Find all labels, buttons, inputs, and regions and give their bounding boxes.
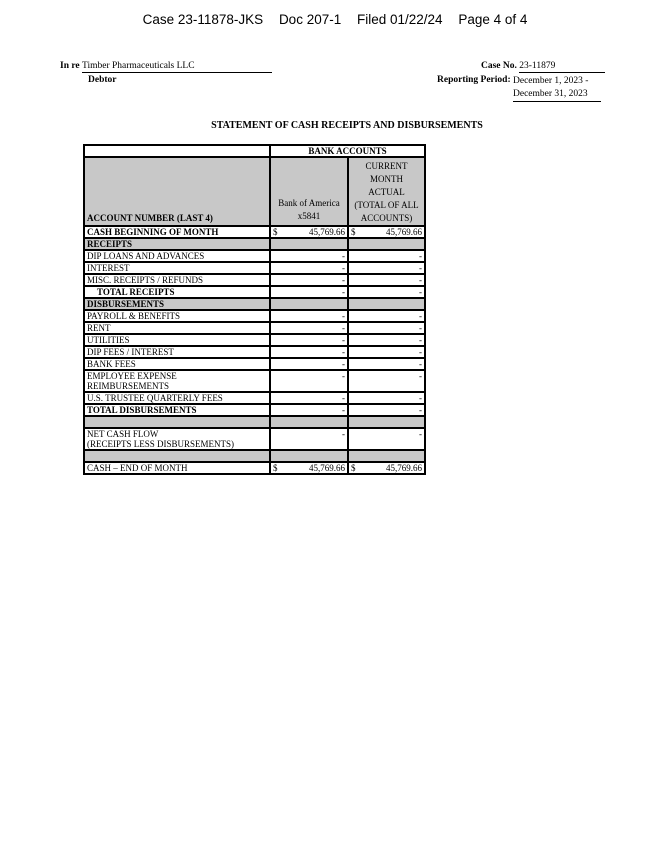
table-row: [84, 334, 425, 346]
table-row: [84, 428, 425, 450]
table-row: [84, 416, 425, 428]
current-month-header: [348, 157, 425, 226]
banner-page: Page 4 of 4: [458, 12, 528, 27]
table-row: [84, 310, 425, 322]
amount: -: [348, 404, 425, 416]
amount: -: [348, 262, 425, 274]
currency-symbol: $: [351, 463, 356, 473]
amount: -: [348, 358, 425, 370]
employee-expense-label: [84, 370, 270, 392]
table-row: [84, 145, 425, 157]
cur-hdr-line: ACCOUNTS): [360, 213, 413, 223]
cash-beginning-total: [348, 226, 425, 238]
reporting-period: [437, 75, 601, 102]
label-line: EMPLOYEE EXPENSE: [87, 371, 177, 381]
bank-accounts-header: BANK ACCOUNTS: [270, 145, 425, 157]
amount: -: [270, 286, 348, 298]
row-label: DIP FEES / INTEREST: [84, 346, 270, 358]
amount: -: [270, 370, 348, 392]
table-row: [84, 370, 425, 392]
cash-end-bank: [270, 462, 348, 474]
row-label: INTEREST: [84, 262, 270, 274]
bank-account: x5841: [297, 211, 321, 221]
amount: -: [348, 392, 425, 404]
period-line1: December 1, 2023 -: [513, 76, 589, 86]
cash-beginning-label: CASH BEGINNING OF MONTH: [84, 226, 270, 238]
label-line: REIMBURSEMENTS: [87, 381, 170, 391]
account-number-header: ACCOUNT NUMBER (LAST 4): [84, 157, 270, 226]
amount: -: [348, 322, 425, 334]
amount: -: [270, 428, 348, 450]
label-line: NET CASH FLOW: [87, 429, 159, 439]
table-row: [84, 450, 425, 462]
table-row: [84, 346, 425, 358]
row-label: MISC. RECEIPTS / REFUNDS: [84, 274, 270, 286]
cur-hdr-line: CURRENT: [365, 161, 408, 171]
table-row: [84, 286, 425, 298]
row-label: RENT: [84, 322, 270, 334]
disbursements-header: DISBURSEMENTS: [84, 298, 270, 310]
amount: 45,769.66: [386, 463, 422, 473]
total-receipts-label: TOTAL RECEIPTS: [84, 286, 270, 298]
table-row: [84, 250, 425, 262]
banner-doc: Doc 207-1: [278, 12, 342, 27]
banner-case: Case 23-11878-JKS: [142, 12, 264, 27]
amount: -: [348, 346, 425, 358]
in-re-label: In re: [60, 61, 80, 71]
case-banner: [0, 12, 670, 27]
debtor-name: Timber Pharmaceuticals LLC: [82, 61, 272, 73]
row-label: UTILITIES: [84, 334, 270, 346]
us-trustee-label: U.S. TRUSTEE QUARTERLY FEES: [84, 392, 270, 404]
cash-end-label: CASH – END OF MONTH: [84, 462, 270, 474]
row-label: DIP LOANS AND ADVANCES: [84, 250, 270, 262]
debtor-label: Debtor: [88, 75, 117, 85]
amount: -: [270, 334, 348, 346]
period-value: [513, 75, 601, 102]
row-label: PAYROLL & BENEFITS: [84, 310, 270, 322]
table-row: [84, 358, 425, 370]
table-row: [84, 238, 425, 250]
net-cash-flow-label: [84, 428, 270, 450]
table-row: [84, 392, 425, 404]
amount: -: [348, 428, 425, 450]
period-line2: December 31, 2023: [513, 89, 588, 99]
amount: -: [270, 404, 348, 416]
in-re: [60, 61, 272, 73]
cash-beginning-bank: [270, 226, 348, 238]
banner-filed: Filed 01/22/24: [357, 12, 443, 27]
amount: 45,769.66: [309, 463, 345, 473]
cash-statement-table: [83, 144, 426, 475]
amount: -: [270, 346, 348, 358]
currency-symbol: $: [273, 463, 278, 473]
case-no-label: Case No.: [481, 61, 517, 71]
currency-symbol: $: [273, 227, 278, 237]
cash-end-total: [348, 462, 425, 474]
label-line: (RECEIPTS LESS DISBURSEMENTS): [87, 439, 235, 449]
period-label: Reporting Period:: [437, 75, 511, 85]
amount: -: [270, 310, 348, 322]
table-row: [84, 404, 425, 416]
amount: -: [270, 358, 348, 370]
table-row: [84, 274, 425, 286]
amount: -: [270, 322, 348, 334]
currency-symbol: $: [351, 227, 356, 237]
bank-name: Bank of America: [278, 198, 340, 208]
total-disbursements-label: TOTAL DISBURSEMENTS: [84, 404, 270, 416]
amount: -: [348, 310, 425, 322]
table-row: [84, 226, 425, 238]
amount: 45,769.66: [309, 227, 345, 237]
amount: -: [270, 250, 348, 262]
amount: -: [270, 392, 348, 404]
statement-title: STATEMENT OF CASH RECEIPTS AND DISBURSEMENTS: [211, 120, 483, 131]
row-label: BANK FEES: [84, 358, 270, 370]
table-row: [84, 157, 425, 226]
case-number: [481, 61, 605, 73]
amount: -: [348, 370, 425, 392]
amount: -: [348, 334, 425, 346]
table-row: [84, 262, 425, 274]
table-row: [84, 462, 425, 474]
amount: -: [348, 250, 425, 262]
amount: -: [270, 262, 348, 274]
amount: -: [348, 286, 425, 298]
amount: 45,769.66: [386, 227, 422, 237]
table-row: [84, 298, 425, 310]
cur-hdr-line: ACTUAL: [368, 187, 405, 197]
cur-hdr-line: MONTH: [370, 174, 403, 184]
bank-column-header: [270, 157, 348, 226]
case-no-value: 23-11879: [519, 61, 605, 73]
receipts-header: RECEIPTS: [84, 238, 270, 250]
amount: -: [348, 274, 425, 286]
cur-hdr-line: (TOTAL OF ALL: [354, 200, 419, 210]
table-row: [84, 322, 425, 334]
amount: -: [270, 274, 348, 286]
